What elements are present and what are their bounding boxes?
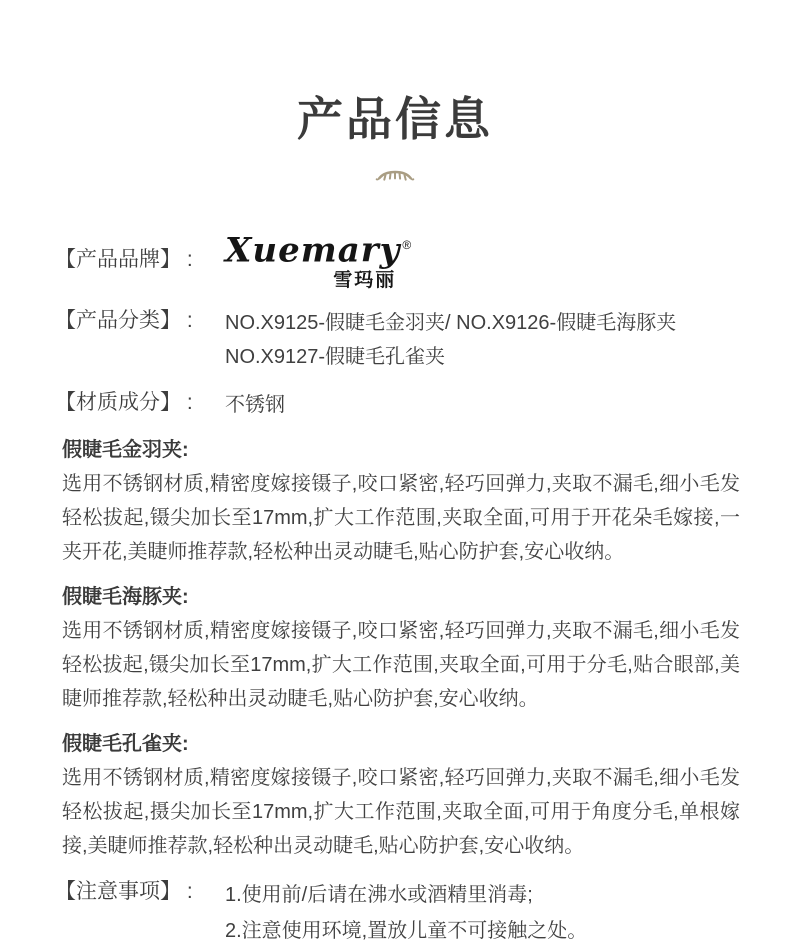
- category-value: [225, 306, 676, 374]
- section-body: 选用不锈钢材质,精密度嫁接镊子,咬口紧密,轻巧回弹力,夹取不漏毛,细小毛发轻松拔起,镊尖加长至17mm,扩大工作范围,夹取全面,可用于开花朵毛嫁接,一夹开花,美睫师推荐款,轻松种出灵动睫毛,贴心防护套,安心收纳。: [62, 473, 740, 564]
- section-body: 选用不锈钢材质,精密度嫁接镊子,咬口紧密,轻巧回弹力,夹取不漏毛,细小毛发轻松拔起,镊尖加长至17mm,扩大工作范围,夹取全面,可用于分毛,贴合眼部,美睫师推荐款,轻松种出灵动睫毛,贴心防护套,安心收纳。: [62, 620, 740, 711]
- section-heading: 假睫毛海豚夹:: [62, 586, 189, 609]
- material-row: [55, 388, 740, 422]
- page-title: 产品信息: [297, 93, 493, 145]
- section-heading: 假睫毛金羽夹:: [62, 439, 189, 462]
- section-golden-feather-tweezer: [62, 437, 740, 569]
- brand-row: [55, 228, 740, 292]
- brand-logo: [225, 228, 412, 292]
- section-dolphin-tweezer: [62, 584, 740, 716]
- product-attributes: [55, 228, 740, 422]
- registered-trademark-mark: ®: [402, 238, 413, 252]
- notes-label: 【注意事项】 :: [55, 880, 193, 904]
- notes-row: [55, 877, 740, 949]
- brand-logo-script: [225, 228, 413, 271]
- category-line-2: NO.X9127-假睫毛孔雀夹: [225, 346, 446, 369]
- section-heading: 假睫毛孔雀夹:: [62, 733, 189, 756]
- product-descriptions: [62, 437, 740, 863]
- category-line-1: NO.X9125-假睫毛金羽夹/ NO.X9126-假睫毛海豚夹: [225, 312, 677, 335]
- notes-value: [225, 877, 587, 949]
- category-row: [55, 306, 740, 374]
- section-peacock-tweezer: [62, 731, 740, 863]
- material-value: 不锈钢: [225, 394, 285, 417]
- section-body: 选用不锈钢材质,精密度嫁接镊子,咬口紧密,轻巧回弹力,夹取不漏毛,细小毛发轻松拔起,摄尖加长至17mm,扩大工作范围,夹取全面,可用于角度分毛,单根嫁接,美睫师推荐款,轻松种出灵动睫毛,贴心防护套,安心收纳。: [62, 767, 740, 858]
- brand-label: 【产品品牌】 :: [55, 248, 193, 272]
- brand-logo-chinese: 雪玛丽: [333, 270, 397, 292]
- note-item-1: 1.使用前/后请在沸水或酒精里消毒;: [225, 884, 533, 907]
- material-label: 【材质成分】 :: [55, 391, 193, 415]
- brand-logo-name: Xuemary: [225, 230, 401, 271]
- note-item-2: 2.注意使用环境,置放儿童不可接触之处。: [225, 920, 588, 943]
- category-label: 【产品分类】 :: [55, 309, 193, 333]
- eyelash-icon: [0, 170, 790, 186]
